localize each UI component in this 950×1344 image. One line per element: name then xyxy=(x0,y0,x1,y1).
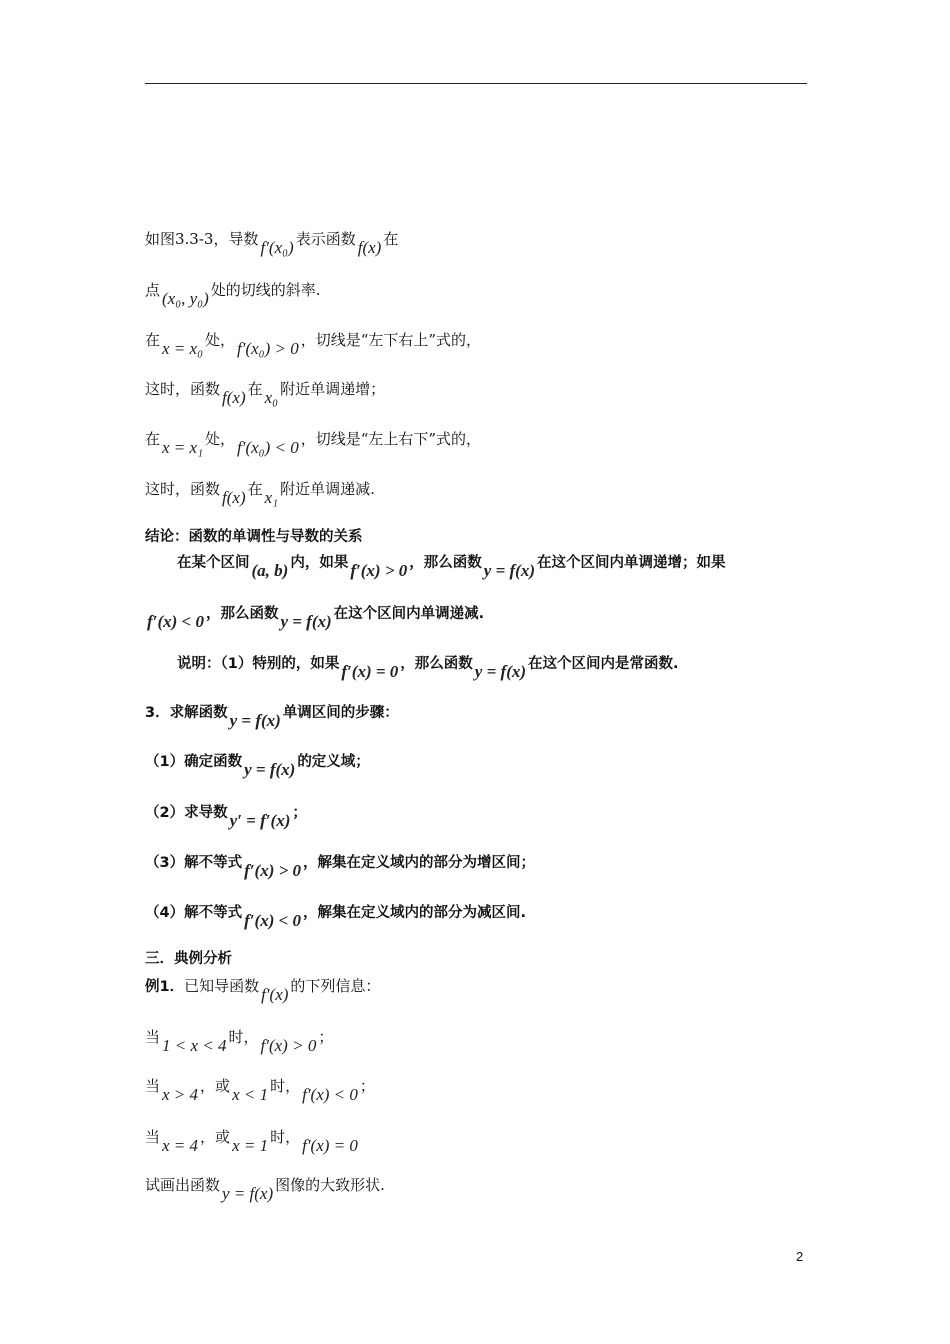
example-line: 例1．已知导函数 f′(x) 的下列信息： xyxy=(145,977,381,1004)
step-item: （4）解不等式 f′(x) < 0 ，解集在定义域内的部分为减区间. xyxy=(145,905,527,930)
text-line: f′(x) < 0 ，那么函数 y = f(x) 在这个区间内单调递减. xyxy=(147,606,485,631)
text-line: 点 (x₀, y₀) 处的切线的斜率. xyxy=(145,281,321,308)
text-line: 在 x = x₀ 处， f′(x₀) > 0 ，切线是“左下右上”式的， xyxy=(145,331,482,358)
section-heading: 三．典例分析 xyxy=(145,951,232,967)
text-line: 这时，函数 f(x) 在 x₁ 附近单调递减. xyxy=(145,480,375,507)
step-item: （2）求导数 y′ = f′(x) ； xyxy=(145,805,307,830)
text-line: 说明：（1）特别的，如果 f′(x) = 0 ，那么函数 y = f(x) 在这个区间内是常函数. xyxy=(177,656,679,681)
text-line: 当 x = 4 ，或 x = 1 时， f′(x) = 0 xyxy=(145,1128,358,1155)
text-line: 当 1 < x < 4 时， f′(x) > 0 ； xyxy=(145,1028,334,1055)
text-line: 这时，函数 f(x) 在 x₀ 附近单调递增； xyxy=(145,380,386,407)
text-line: 如图3.3-3，导数 f′(x₀) 表示函数 f(x) 在 xyxy=(145,230,399,257)
conclusion-heading: 结论：函数的单调性与导数的关系 xyxy=(145,529,363,545)
section-heading: 3．求解函数 y = f(x) 单调区间的步骤： xyxy=(145,705,399,730)
text-line: 在某个区间 (a, b) 内，如果 f′(x) > 0 ，那么函数 y = f(x) 在这个区间内单调递增；如果 xyxy=(177,555,726,580)
step-item: （3）解不等式 f′(x) > 0 ，解集在定义域内的部分为增区间； xyxy=(145,855,536,880)
text-line: 当 x > 4 ，或 x < 1 时， f′(x) < 0 ； xyxy=(145,1077,375,1104)
step-item: （1）确定函数 y = f(x) 的定义域； xyxy=(145,754,370,779)
page-number: 2 xyxy=(796,1249,804,1264)
text-line: 在 x = x₁ 处， f′(x₀) < 0 ，切线是“左上右下”式的， xyxy=(145,430,482,457)
text-line: 试画出函数 y = f(x) 图像的大致形状. xyxy=(145,1176,385,1203)
header-rule xyxy=(145,83,807,84)
